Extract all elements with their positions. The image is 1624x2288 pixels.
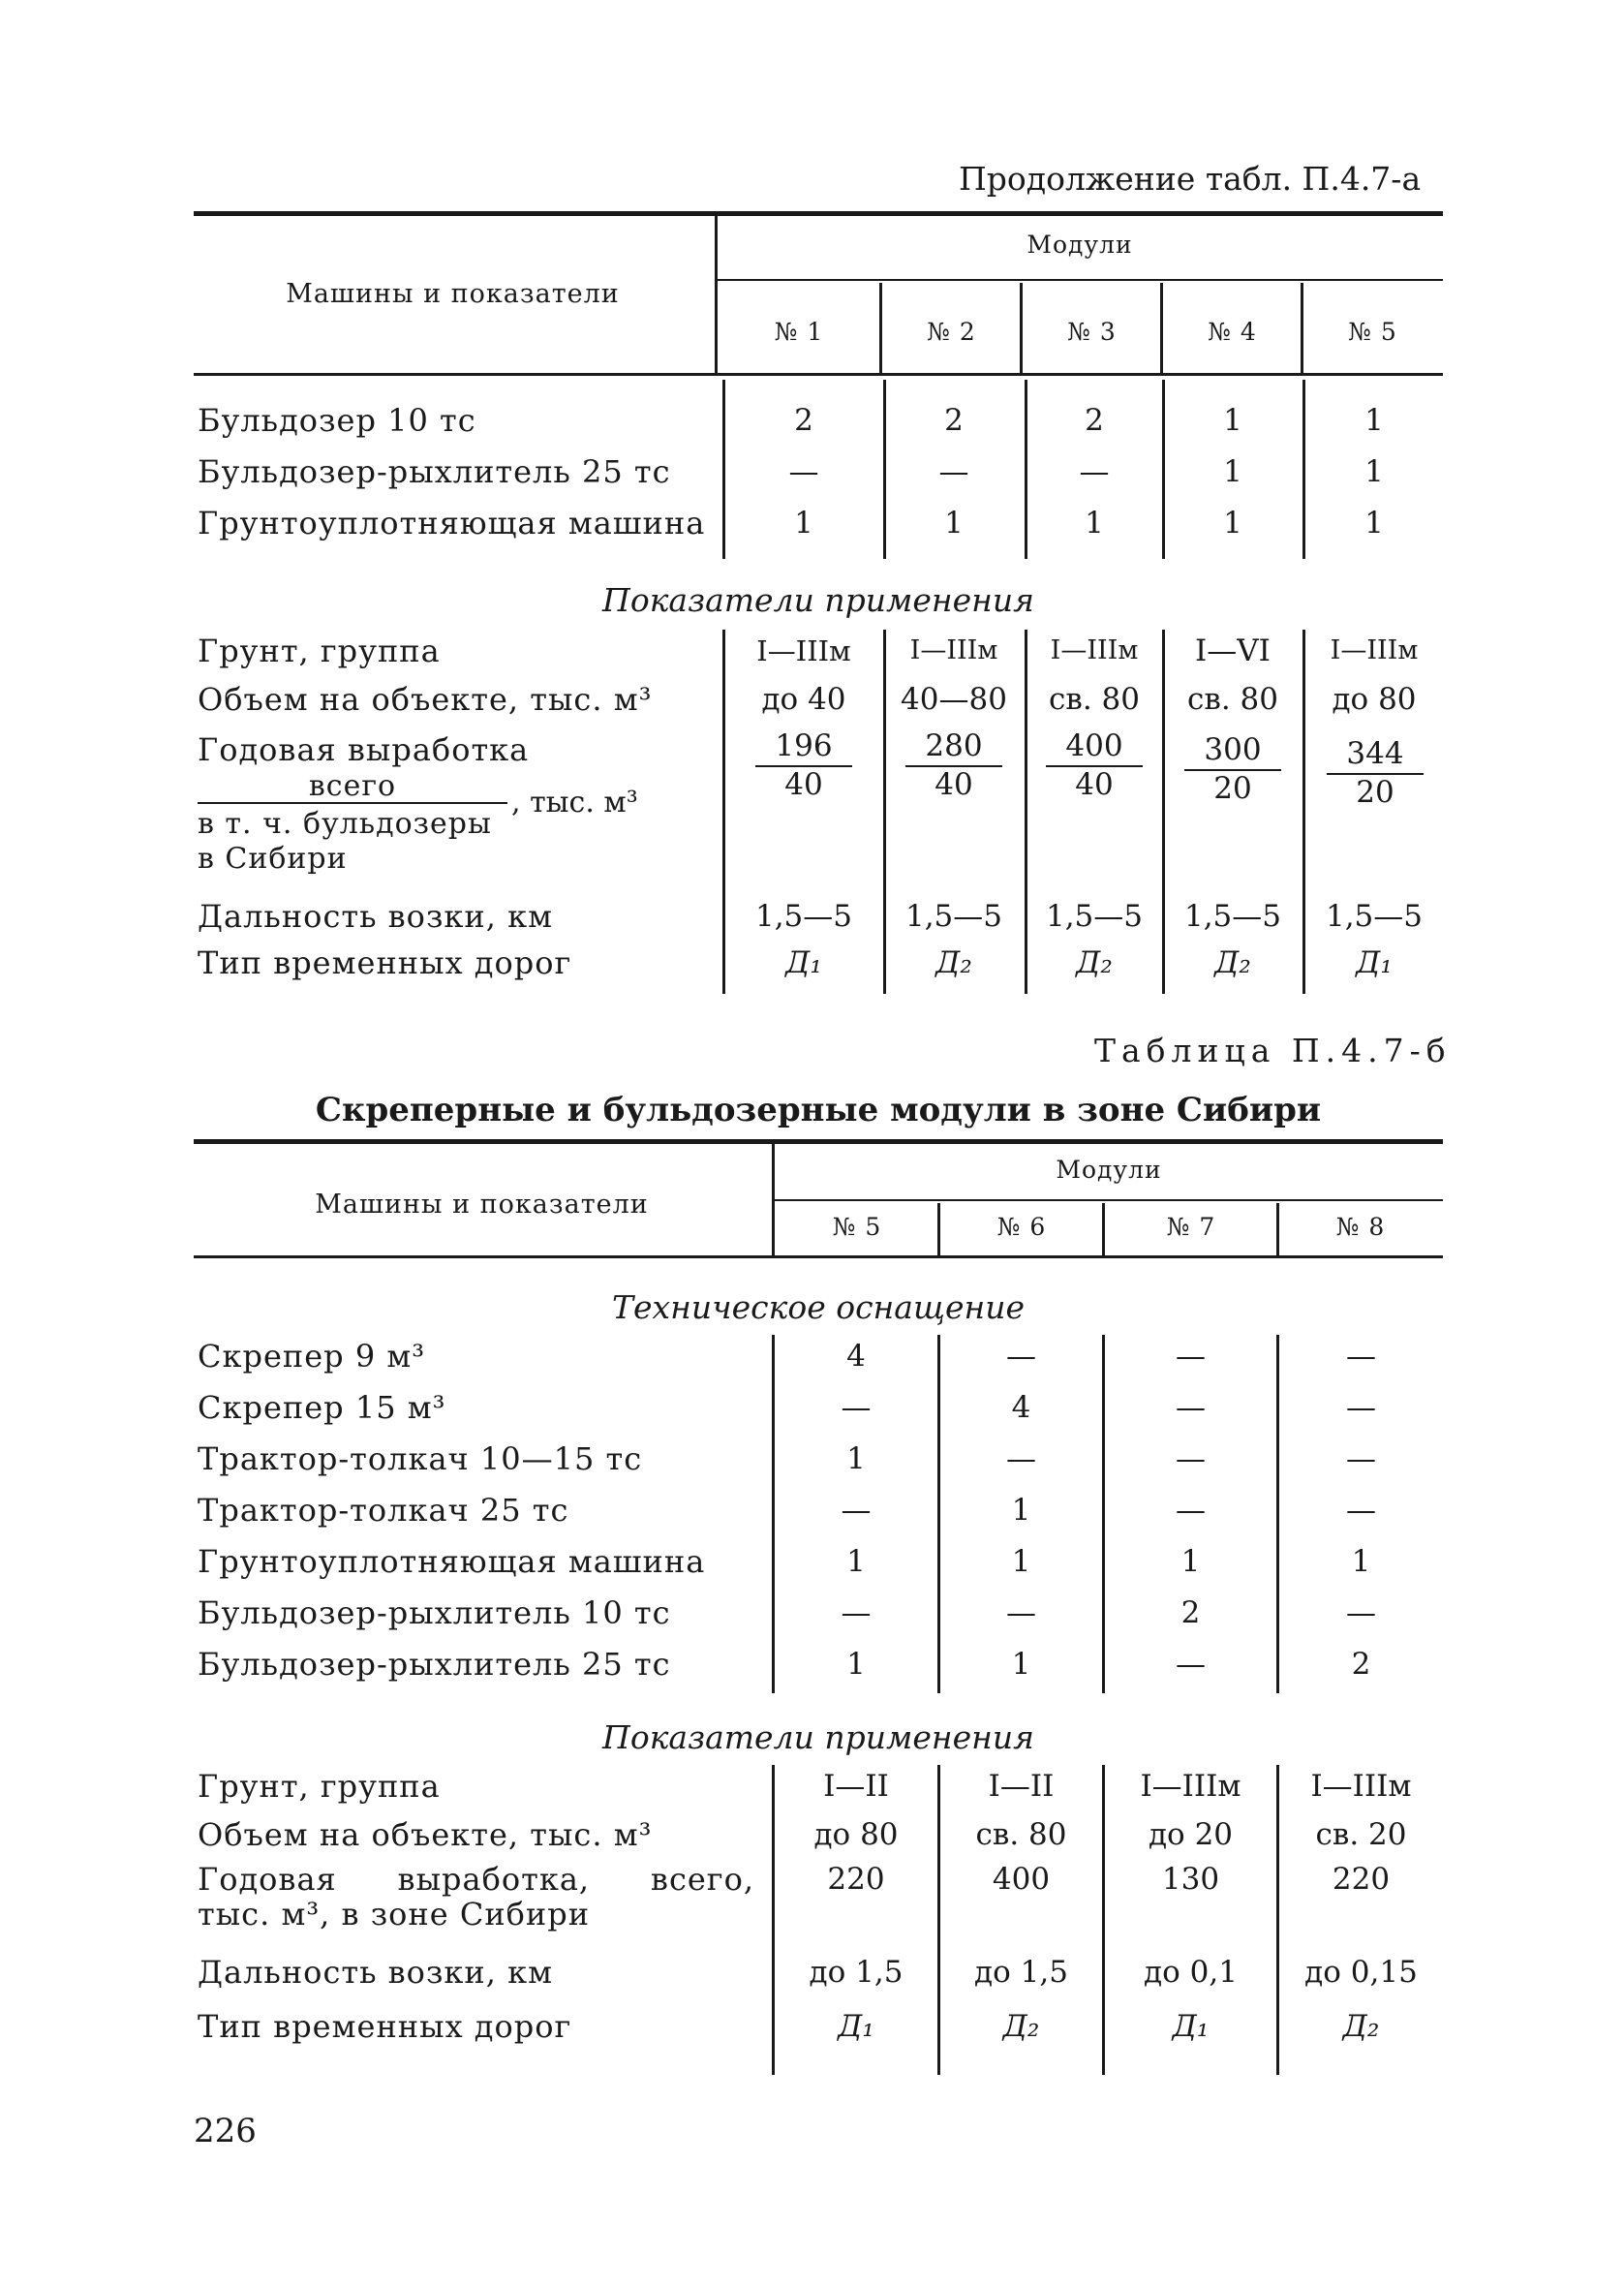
cell: Д₂	[1076, 945, 1113, 980]
table-b-col-5: № 5	[832, 1213, 882, 1241]
cell: —	[1346, 1493, 1376, 1528]
fraction-denominator: 40	[784, 767, 823, 802]
table-b-row	[0, 1333, 1624, 1379]
cell: до 0,1	[1144, 1955, 1238, 1990]
table-b-section2-title: Показатели применения	[602, 1718, 1034, 1756]
cell: —	[1346, 1390, 1376, 1425]
cell: Д₁	[838, 2009, 874, 2044]
cell: —	[1006, 1441, 1036, 1476]
cell: —	[938, 454, 969, 489]
cell: Д₂	[1002, 2009, 1040, 2044]
cell: —	[1346, 1441, 1376, 1476]
row-label: Объем на объекте, тыс. м³	[198, 681, 653, 718]
fraction-denominator: 40	[1075, 767, 1114, 802]
cell: —	[1176, 1647, 1206, 1682]
table-b-header-col-divider	[1276, 1203, 1279, 1255]
cell: 2	[944, 403, 964, 438]
cell: 2	[1180, 1595, 1201, 1630]
cell: до 40	[761, 682, 846, 717]
fraction-numerator: 280	[905, 728, 1002, 767]
table-b-caption: Таблица П.4.7-б	[1094, 1032, 1452, 1069]
cell: Д₁	[1356, 945, 1393, 980]
output-fraction	[1327, 736, 1424, 810]
table-b-row-road	[0, 2003, 1624, 2050]
table-b-modules-header: Модули	[1056, 1156, 1162, 1184]
fraction-numerator: 344	[1327, 736, 1424, 775]
cell: 1	[794, 506, 813, 541]
cell: 1	[1223, 506, 1242, 541]
cell: I—IIIм	[1330, 635, 1419, 665]
table-b-row-distance	[0, 1949, 1624, 1995]
cell: —	[841, 1493, 872, 1528]
table-a-header-col-divider	[879, 283, 882, 373]
row-label: Грунтоуплотняющая машина	[198, 505, 706, 541]
table-b-col-8: № 8	[1335, 1213, 1386, 1241]
row-label: Дальность возки, км	[198, 898, 553, 935]
table-b-row	[0, 1384, 1624, 1431]
cell: 1	[1011, 1544, 1031, 1579]
cell: 1	[846, 1647, 866, 1682]
table-a-row-distance	[0, 893, 1624, 940]
cell: до 0,15	[1304, 1955, 1418, 1990]
row-label: Скрепер 9 м³	[198, 1338, 426, 1375]
cell: I—IIIм	[1050, 635, 1139, 665]
cell: I—VI	[1195, 634, 1271, 668]
cell: св. 20	[1315, 1817, 1407, 1852]
cell: до 1,5	[974, 1955, 1068, 1990]
table-b-section1-title: Техническое оснащение	[611, 1288, 1026, 1326]
table-b-row	[0, 1538, 1624, 1585]
cell: св. 80	[1187, 682, 1278, 717]
cell: 130	[1161, 1862, 1220, 1897]
row-label: Тип временных дорог	[198, 944, 572, 981]
row-label: Грунтоуплотняющая машина	[198, 1543, 706, 1580]
cell: Д₁	[785, 945, 822, 980]
cell: до 1,5	[809, 1955, 904, 1990]
table-b-row	[0, 1641, 1624, 1687]
fraction-denominator: 40	[935, 767, 973, 802]
cell: 4	[846, 1339, 866, 1374]
output-fraction	[905, 728, 1002, 802]
cell: до 80	[813, 1817, 899, 1852]
cell: I—II	[823, 1769, 889, 1804]
cell: Д₂	[935, 945, 972, 980]
cell: —	[1176, 1390, 1206, 1425]
cell: 1	[846, 1544, 866, 1579]
cell: —	[1176, 1339, 1206, 1374]
cell: —	[841, 1390, 872, 1425]
cell: Д₂	[1342, 2009, 1380, 2044]
row-label: Бульдозер-рыхлитель 25 тс	[198, 1646, 671, 1683]
row-label: Бульдозер-рыхлитель 25 тс	[198, 453, 671, 490]
fraction-numerator: 196	[755, 728, 852, 767]
cell: I—IIIм	[1140, 1769, 1241, 1804]
output-label-numerator: всего	[198, 771, 507, 804]
table-a-col-5: № 5	[1348, 318, 1397, 346]
table-b-header-divider	[772, 1143, 775, 1255]
table-a-col-2: № 2	[927, 318, 976, 346]
cell: св. 80	[1049, 682, 1140, 717]
row-label: Грунт, группа	[198, 633, 441, 669]
table-b-header-rule	[194, 1255, 1443, 1258]
cell: 1,5—5	[904, 899, 1003, 934]
table-a-header-col-divider	[1301, 283, 1303, 373]
cell: 1	[1364, 403, 1384, 438]
cell: 1	[1351, 1544, 1371, 1579]
table-b-title: Скреперные и бульдозерные модули в зоне Сибири	[315, 1091, 1322, 1129]
cell: 1,5—5	[754, 899, 853, 934]
output-label-line1: Годовая выработка	[198, 731, 530, 768]
cell: 1	[1364, 454, 1384, 489]
table-a-header-rule	[194, 373, 1443, 376]
row-label: Объем на объекте, тыс. м³	[198, 1816, 653, 1853]
table-a-row	[0, 397, 1624, 444]
output-label-unit: , тыс. м³	[511, 786, 638, 819]
row-label: Бульдозер 10 тс	[198, 402, 476, 439]
row-label: Тип временных дорог	[198, 2008, 572, 2045]
cell: 1	[1011, 1647, 1031, 1682]
table-b-top-rule	[194, 1139, 1443, 1144]
row-label: Скрепер 15 м³	[198, 1389, 446, 1426]
table-b-col-7: № 7	[1166, 1213, 1216, 1241]
cell: 1,5—5	[1183, 899, 1282, 934]
cell: 1	[1011, 1493, 1031, 1528]
cell: 40—80	[901, 682, 1007, 717]
cell: —	[841, 1595, 872, 1630]
table-a-row	[0, 448, 1624, 495]
table-b-machines-header: Машины и показатели	[315, 1190, 649, 1220]
fraction-denominator: 20	[1213, 771, 1252, 806]
cell: 1	[1223, 403, 1242, 438]
output-label-line4: в Сибири	[198, 842, 348, 876]
table-a-col-3: № 3	[1067, 318, 1117, 346]
cell: 4	[1011, 1390, 1031, 1425]
table-a-section-title: Показатели применения	[602, 581, 1034, 619]
table-a-row-volume	[0, 676, 1624, 723]
table-a-modules-rule	[717, 279, 1443, 281]
cell: 1	[1180, 1544, 1201, 1579]
row-label	[198, 732, 529, 767]
output-label-line2: тыс. м³, в зоне Сибири	[198, 1896, 591, 1932]
row-label: Трактор-толкач 10—15 тс	[198, 1440, 643, 1477]
table-b-row-soil	[0, 1763, 1624, 1809]
fraction-numerator: 300	[1184, 732, 1281, 771]
cell: 1,5—5	[1325, 899, 1424, 934]
cell: —	[1176, 1441, 1206, 1476]
cell: 220	[827, 1862, 885, 1897]
table-b-row	[0, 1436, 1624, 1482]
cell: —	[1079, 454, 1110, 489]
page-number: 226	[194, 2112, 257, 2150]
fraction-numerator: 400	[1046, 728, 1143, 767]
table-b-row	[0, 1487, 1624, 1533]
row-label: Трактор-толкач 25 тс	[198, 1492, 569, 1529]
cell: 1	[1364, 506, 1384, 541]
table-b-row	[0, 1590, 1624, 1636]
table-a-header-col-divider	[1020, 283, 1023, 373]
table-a-header-divider	[715, 215, 718, 373]
cell: 1	[944, 506, 964, 541]
cell: 1,5—5	[1045, 899, 1144, 934]
cell: —	[1006, 1339, 1036, 1374]
row-label: Дальность возки, км	[198, 1954, 553, 1991]
cell: до 80	[1332, 682, 1417, 717]
cell: 220	[1332, 1862, 1391, 1897]
cell: I—II	[988, 1769, 1055, 1804]
output-label-line1: Годовая выработка, всего,	[198, 1861, 754, 1898]
output-fraction	[1184, 732, 1281, 806]
table-a-col-1: № 1	[774, 318, 824, 346]
cell: 2	[794, 403, 813, 438]
table-b-modules-rule	[775, 1199, 1443, 1201]
row-label: Бульдозер-рыхлитель 10 тс	[198, 1594, 671, 1631]
table-a-row-road	[0, 940, 1624, 986]
table-a-caption: Продолжение табл. П.4.7-а	[959, 160, 1422, 198]
output-fraction	[1046, 728, 1143, 802]
table-b-header-col-divider	[1102, 1203, 1105, 1255]
cell: 1	[1085, 506, 1104, 541]
cell: I—IIIм	[756, 634, 851, 667]
cell: 1	[1223, 454, 1242, 489]
table-a-header-col-divider	[1160, 283, 1163, 373]
cell: 2	[1085, 403, 1104, 438]
table-b-header-col-divider	[937, 1203, 940, 1255]
cell: I—IIIм	[1310, 1769, 1412, 1804]
table-a-machines-header: Машины и показатели	[286, 279, 620, 309]
cell: —	[1346, 1595, 1376, 1630]
table-b-col-6: № 6	[996, 1213, 1047, 1241]
cell: св. 80	[975, 1817, 1067, 1852]
table-a-row	[0, 500, 1624, 546]
cell: до 20	[1148, 1817, 1234, 1852]
cell: —	[788, 454, 819, 489]
cell: 400	[992, 1862, 1051, 1897]
cell: Д₁	[1172, 2009, 1210, 2044]
cell: 1	[846, 1441, 866, 1476]
row-label: Грунт, группа	[198, 1768, 441, 1805]
cell: —	[1006, 1595, 1036, 1630]
output-fraction	[755, 728, 852, 802]
table-b-row-volume	[0, 1811, 1624, 1858]
cell: 2	[1351, 1647, 1371, 1682]
table-a-row-soil	[0, 628, 1624, 674]
output-label-denominator: в т. ч. бульдозеры	[198, 807, 492, 841]
cell: Д₂	[1214, 945, 1251, 980]
fraction-denominator: 20	[1356, 775, 1394, 810]
cell: —	[1346, 1339, 1376, 1374]
table-a-modules-header: Модули	[1026, 231, 1133, 259]
cell: —	[1176, 1493, 1206, 1528]
table-a-top-rule	[194, 211, 1443, 216]
table-a-col-4: № 4	[1208, 318, 1257, 346]
cell: I—IIIм	[909, 635, 998, 665]
